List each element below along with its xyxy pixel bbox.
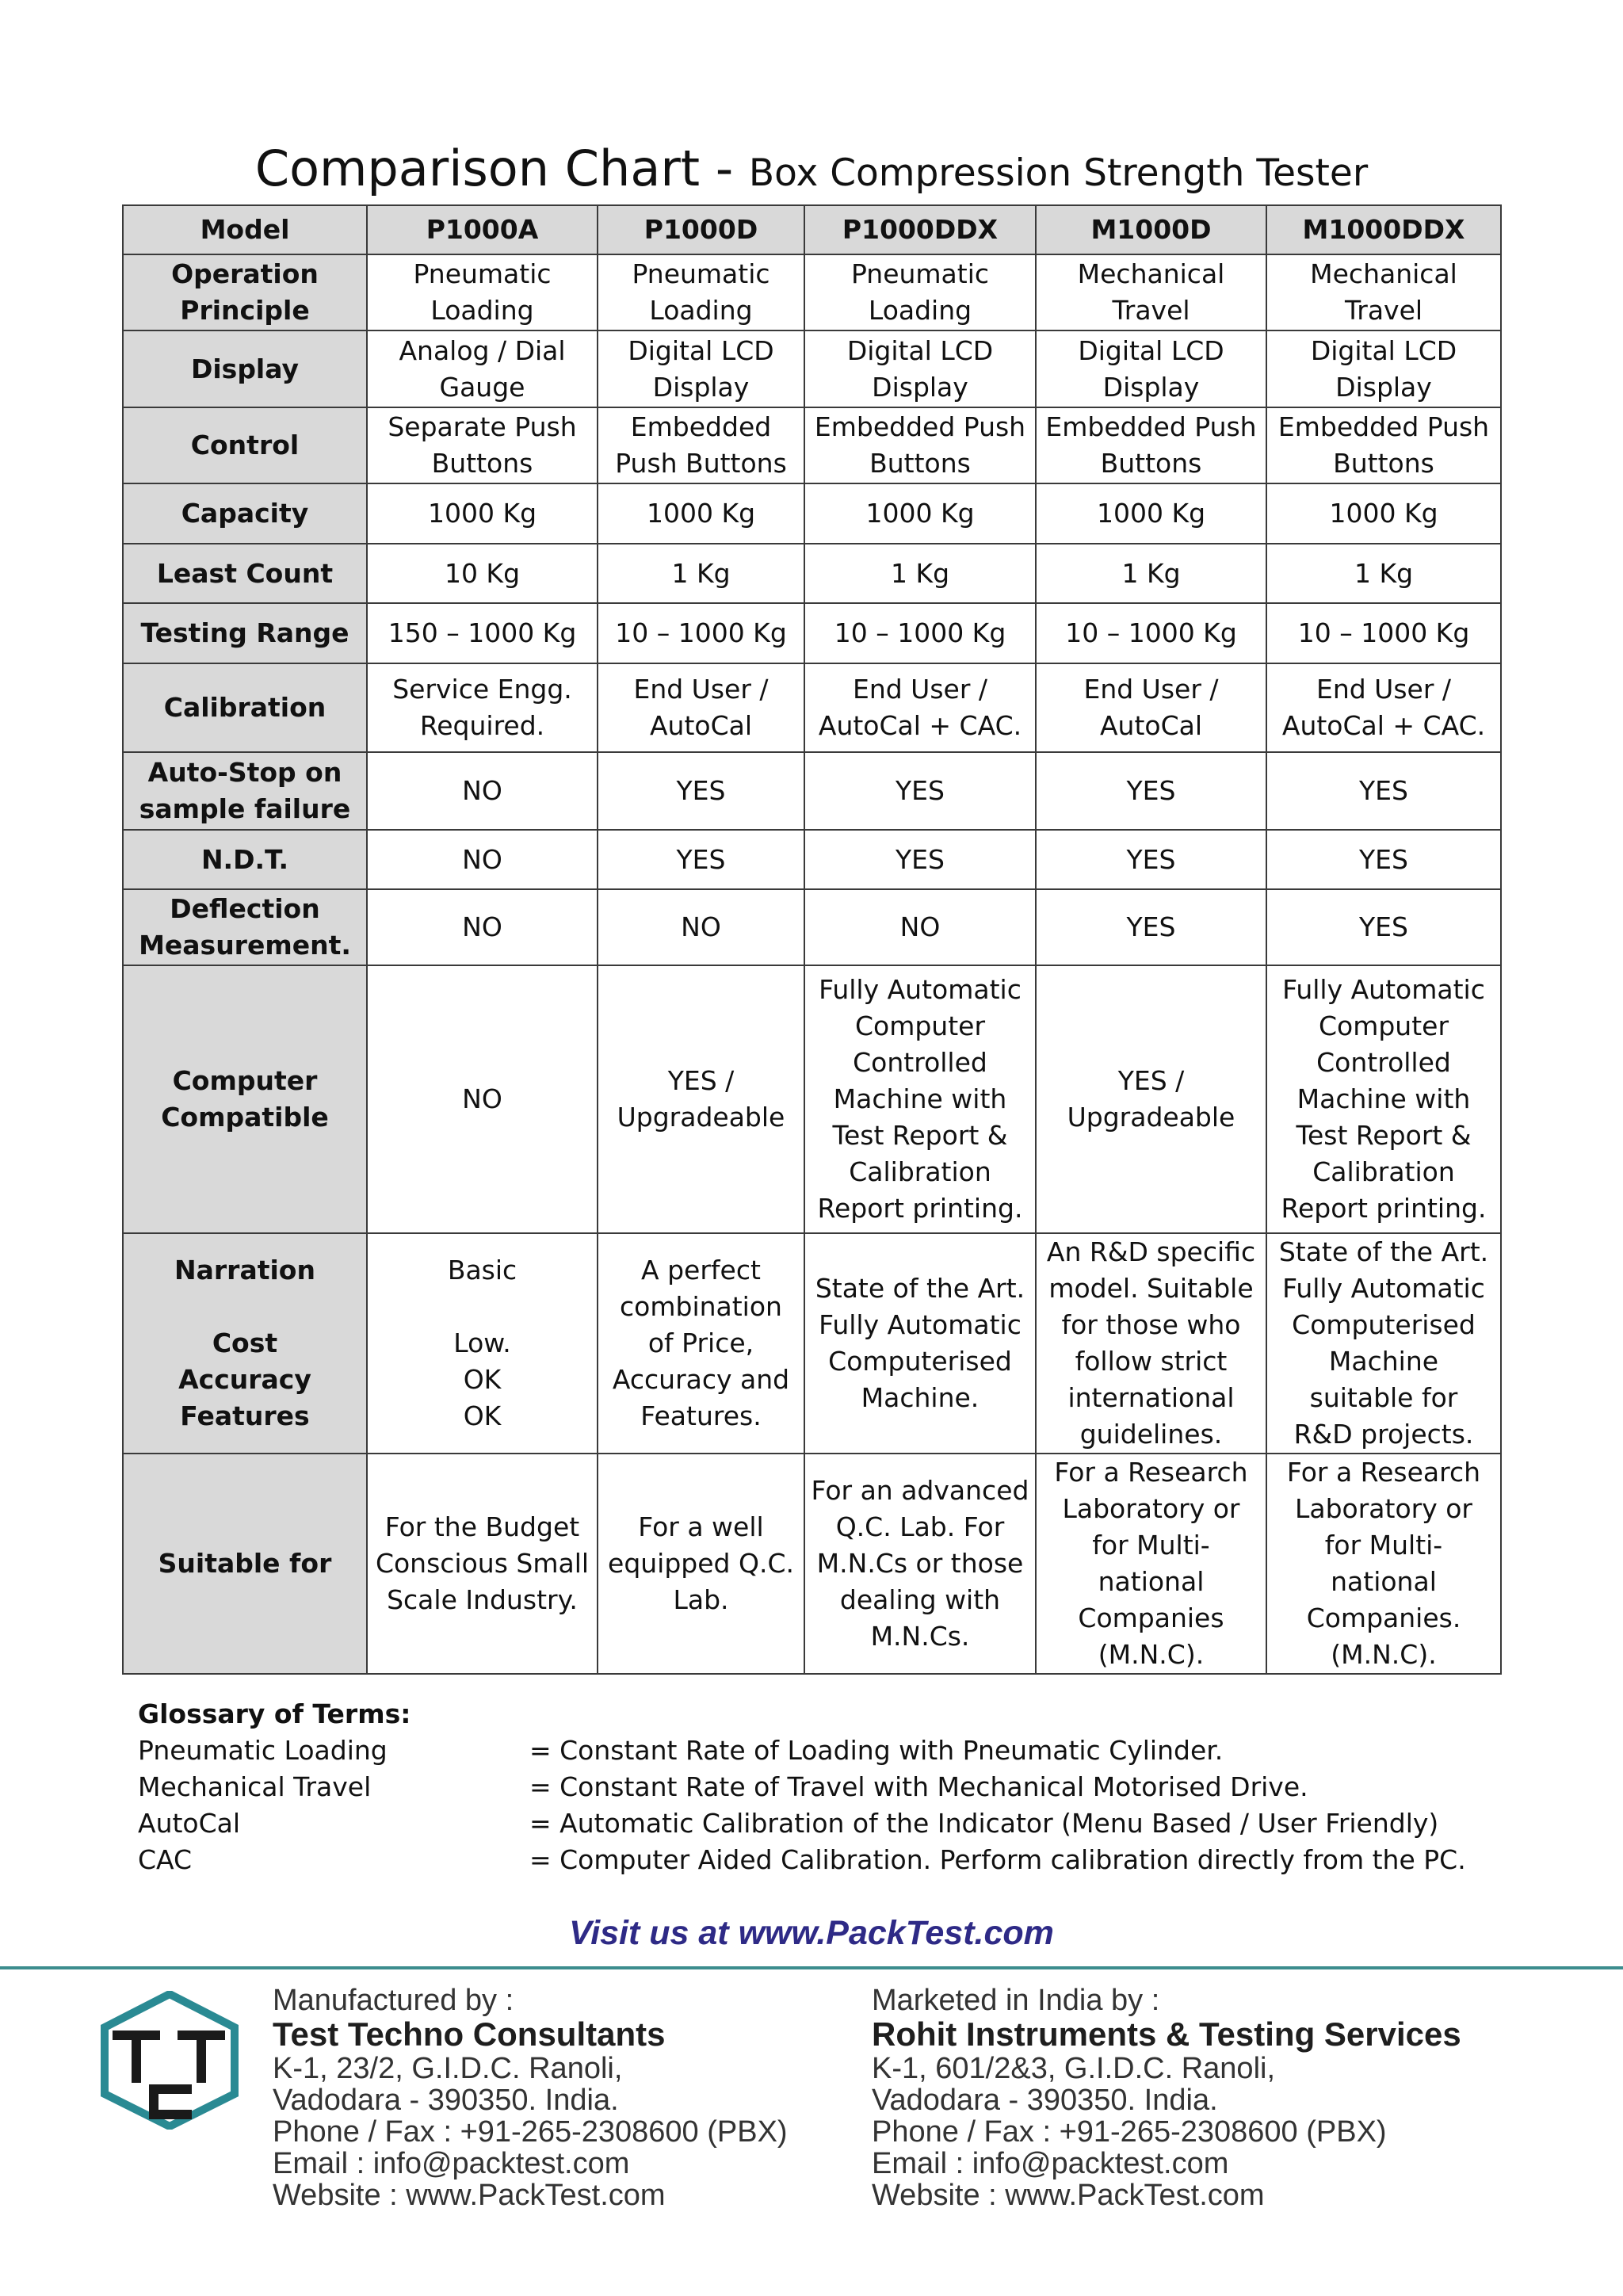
marketer-email[interactable]: Email : info@packtest.com (872, 2147, 1229, 2180)
table-cell: Service Engg. Required. (367, 663, 598, 752)
table-row (123, 663, 1501, 752)
title-main: Comparison Chart - (254, 139, 749, 197)
table-cell: Embedded Push Buttons (1266, 407, 1501, 483)
table-cell: YES (1036, 889, 1266, 965)
table-cell: Basic Low. OK OK (367, 1233, 598, 1454)
table-cell: YES (1036, 752, 1266, 830)
glossary-definition: = Automatic Calibration of the Indicator (Menu Based / User Friendly) (529, 1808, 1439, 1839)
table-cell: 1 Kg (804, 544, 1036, 603)
table-cell: Embedded Push Buttons (1036, 407, 1266, 483)
table-cell: Separate Push Buttons (367, 407, 598, 483)
table-cell: Pneumatic Loading (367, 254, 598, 330)
table-cell: Fully Automatic Computer Controlled Machine with Test Report & Calibration Report printing. (1266, 965, 1501, 1233)
glossary-definition: = Constant Rate of Travel with Mechanical Motorised Drive. (529, 1771, 1308, 1802)
row-label: Calibration (123, 663, 367, 752)
table-row (123, 830, 1501, 889)
glossary (138, 1696, 1466, 1878)
table-row (123, 483, 1501, 544)
table-cell: Digital LCD Display (1266, 330, 1501, 407)
glossary-row (138, 1769, 1466, 1805)
row-label: Capacity (123, 483, 367, 544)
glossary-term: Pneumatic Loading (138, 1735, 388, 1766)
table-cell: End User / AutoCal + CAC. (1266, 663, 1501, 752)
table-cell: For the Budget Conscious Small Scale Industry. (367, 1454, 598, 1674)
glossary-definition: = Computer Aided Calibration. Perform calibration directly from the PC. (529, 1844, 1466, 1875)
manufacturer-name: Test Techno Consultants (273, 2015, 666, 2053)
glossary-row (138, 1733, 1466, 1769)
table-header-row (123, 205, 1501, 254)
manufacturer-website[interactable]: Website : www.PackTest.com (273, 2179, 666, 2212)
table-cell: NO (367, 830, 598, 889)
header-p1000ddx: P1000DDX (804, 205, 1036, 254)
table-cell: YES (1036, 830, 1266, 889)
table-row (123, 1233, 1501, 1454)
marketer-website[interactable]: Website : www.PackTest.com (872, 2179, 1265, 2212)
table-row (123, 603, 1501, 663)
manufacturer-address-line1: K-1, 23/2, G.I.D.C. Ranoli, (273, 2052, 623, 2085)
table-cell: For a Research Laboratory or for Multi- national Companies (M.N.C). (1036, 1454, 1266, 1674)
table-cell: 1 Kg (1036, 544, 1266, 603)
row-label: Testing Range (123, 603, 367, 663)
row-label: Computer Compatible (123, 965, 367, 1233)
header-p1000d: P1000D (598, 205, 804, 254)
table-cell: YES (598, 752, 804, 830)
header-m1000ddx: M1000DDX (1266, 205, 1501, 254)
row-label: Suitable for (123, 1454, 367, 1674)
manufacturer-heading: Manufactured by : (273, 1984, 514, 2017)
table-cell: YES (804, 752, 1036, 830)
manufacturer-phone: Phone / Fax : +91-265-2308600 (PBX) (273, 2115, 788, 2149)
table-cell: For a well equipped Q.C. Lab. (598, 1454, 804, 1674)
comparison-table (122, 204, 1502, 1675)
glossary-title: Glossary of Terms: (138, 1698, 411, 1729)
footer-divider (0, 1966, 1623, 1969)
table-cell: 1000 Kg (1266, 483, 1501, 544)
table-cell: YES (598, 830, 804, 889)
marketer-address-line1: K-1, 601/2&3, G.I.D.C. Ranoli, (872, 2052, 1276, 2085)
title-subtitle: Box Compression Strength Tester (748, 151, 1369, 195)
table-cell: End User / AutoCal (598, 663, 804, 752)
marketer-heading: Marketed in India by : (872, 1984, 1160, 2017)
table-row (123, 544, 1501, 603)
row-label: Least Count (123, 544, 367, 603)
table-cell: YES (1266, 889, 1501, 965)
header-model: Model (123, 205, 367, 254)
glossary-term: Mechanical Travel (138, 1771, 372, 1802)
glossary-definition: = Constant Rate of Loading with Pneumatic Cylinder. (529, 1735, 1224, 1766)
row-label: Control (123, 407, 367, 483)
table-cell: Embedded Push Buttons (598, 407, 804, 483)
table-cell: State of the Art. Fully Automatic Computerised Machine suitable for R&D projects. (1266, 1233, 1501, 1454)
glossary-row (138, 1842, 1466, 1878)
row-label: Auto-Stop on sample failure (123, 752, 367, 830)
marketer-address-line2: Vadodara - 390350. India. (872, 2084, 1218, 2117)
table-cell: Embedded Push Buttons (804, 407, 1036, 483)
table-cell: YES (804, 830, 1036, 889)
table-cell: 150 – 1000 Kg (367, 603, 598, 663)
website-banner[interactable]: Visit us at www.PackTest.com (569, 1914, 1054, 1952)
table-cell: 10 – 1000 Kg (804, 603, 1036, 663)
glossary-row (138, 1805, 1466, 1842)
table-cell: Fully Automatic Computer Controlled Machine with Test Report & Calibration Report printing. (804, 965, 1036, 1233)
table-cell: For a Research Laboratory or for Multi- national Companies. (M.N.C). (1266, 1454, 1501, 1674)
marketer-phone: Phone / Fax : +91-265-2308600 (PBX) (872, 2115, 1387, 2149)
ttc-logo-icon (98, 1991, 241, 2130)
table-cell: End User / AutoCal + CAC. (804, 663, 1036, 752)
table-row (123, 407, 1501, 483)
table-cell: Analog / Dial Gauge (367, 330, 598, 407)
table-cell: 1 Kg (1266, 544, 1501, 603)
row-label: N.D.T. (123, 830, 367, 889)
table-cell: Digital LCD Display (1036, 330, 1266, 407)
table-cell: NO (598, 889, 804, 965)
table-cell: State of the Art. Fully Automatic Computerised Machine. (804, 1233, 1036, 1454)
row-label: Narration Cost Accuracy Features (123, 1233, 367, 1454)
manufacturer-info (273, 1985, 788, 2211)
table-cell: 10 – 1000 Kg (1036, 603, 1266, 663)
page-title (0, 139, 1623, 197)
table-cell: NO (367, 965, 598, 1233)
marketer-name: Rohit Instruments & Testing Services (872, 2015, 1461, 2053)
row-label: Deflection Measurement. (123, 889, 367, 965)
header-p1000a: P1000A (367, 205, 598, 254)
table-cell: Pneumatic Loading (804, 254, 1036, 330)
table-cell: YES / Upgradeable (1036, 965, 1266, 1233)
row-label: Display (123, 330, 367, 407)
table-cell: 1000 Kg (367, 483, 598, 544)
table-row (123, 330, 1501, 407)
table-cell: YES (1266, 830, 1501, 889)
glossary-term: CAC (138, 1844, 193, 1875)
table-cell: End User / AutoCal (1036, 663, 1266, 752)
table-row (123, 1454, 1501, 1674)
table-cell: Mechanical Travel (1266, 254, 1501, 330)
table-cell: Pneumatic Loading (598, 254, 804, 330)
table-cell: YES (1266, 752, 1501, 830)
table-cell: Mechanical Travel (1036, 254, 1266, 330)
table-row (123, 889, 1501, 965)
table-cell: YES / Upgradeable (598, 965, 804, 1233)
table-cell: An R&D specific model. Suitable for those who follow strict international guidelines. (1036, 1233, 1266, 1454)
table-cell: A perfect combination of Price, Accuracy and Features. (598, 1233, 804, 1454)
table-cell: For an advanced Q.C. Lab. For M.N.Cs or those dealing with M.N.Cs. (804, 1454, 1036, 1674)
table-row (123, 254, 1501, 330)
table-cell: 10 – 1000 Kg (1266, 603, 1501, 663)
manufacturer-email[interactable]: Email : info@packtest.com (273, 2147, 630, 2180)
table-row (123, 965, 1501, 1233)
table-cell: NO (367, 752, 598, 830)
marketer-info (872, 1985, 1461, 2211)
table-cell: 10 Kg (367, 544, 598, 603)
table-cell: NO (804, 889, 1036, 965)
table-cell: Digital LCD Display (598, 330, 804, 407)
header-m1000d: M1000D (1036, 205, 1266, 254)
table-cell: NO (367, 889, 598, 965)
table-cell: 1000 Kg (598, 483, 804, 544)
table-cell: 10 – 1000 Kg (598, 603, 804, 663)
table-cell: 1 Kg (598, 544, 804, 603)
glossary-term: AutoCal (138, 1808, 241, 1839)
row-label: Operation Principle (123, 254, 367, 330)
table-row (123, 752, 1501, 830)
table-cell: 1000 Kg (1036, 483, 1266, 544)
manufacturer-address-line2: Vadodara - 390350. India. (273, 2084, 619, 2117)
table-cell: Digital LCD Display (804, 330, 1036, 407)
table-cell: 1000 Kg (804, 483, 1036, 544)
